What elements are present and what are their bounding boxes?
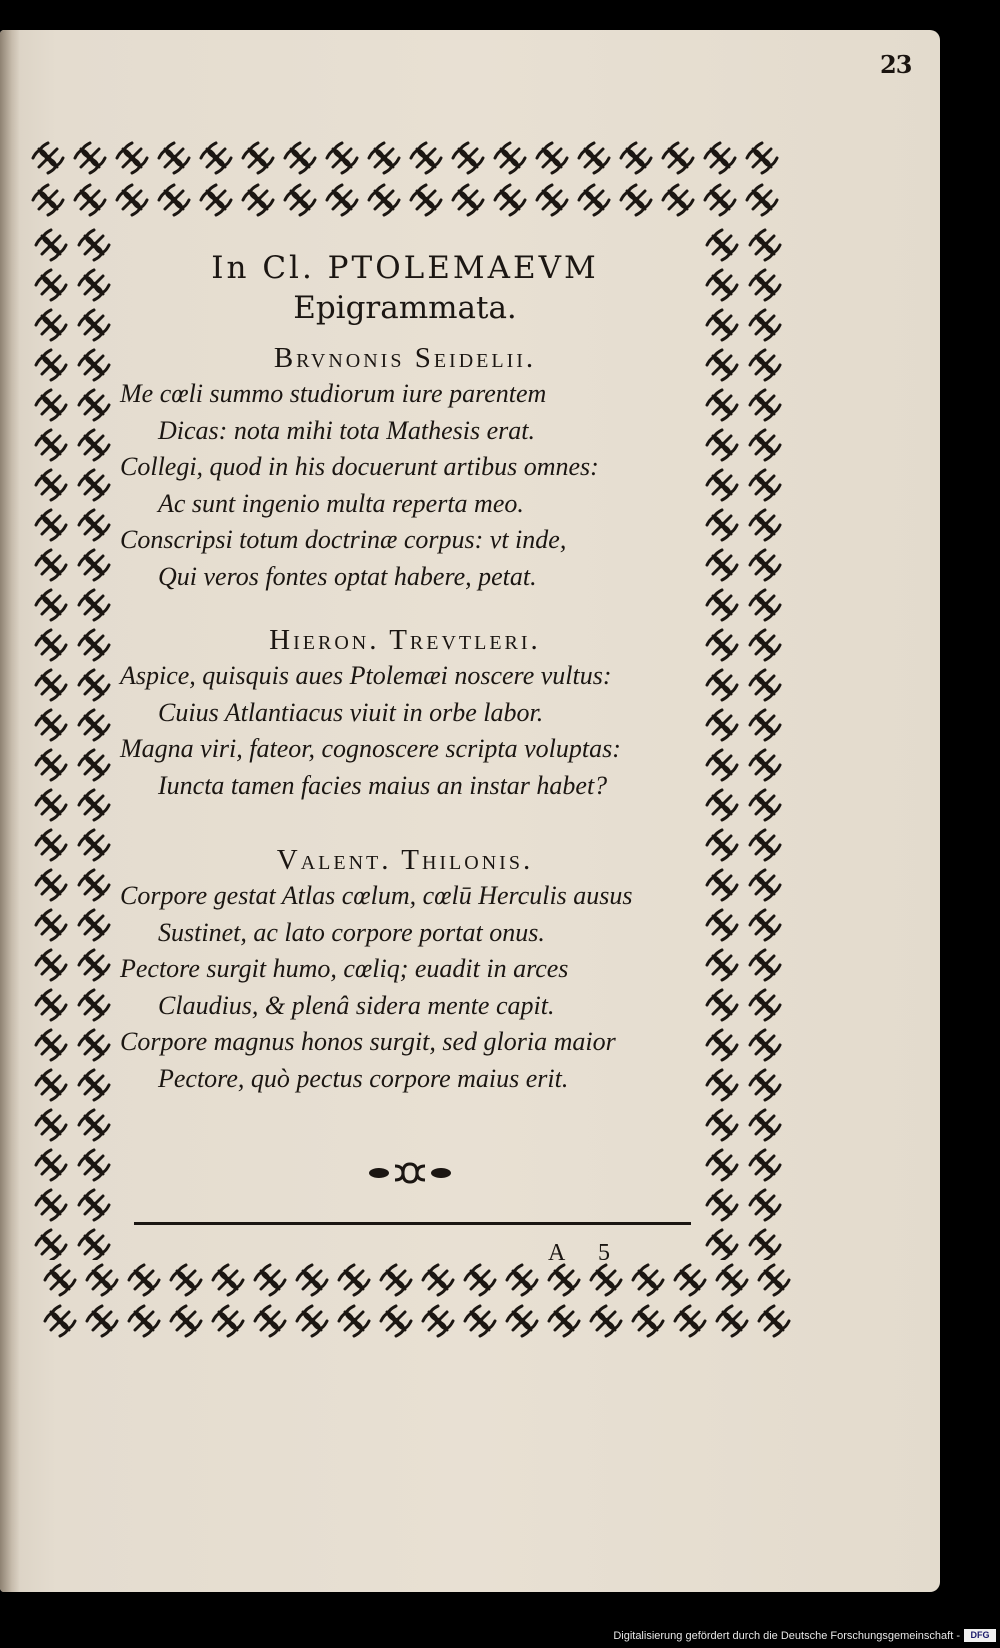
page-subtitle: Epigrammata. (293, 290, 517, 326)
horizontal-rule (134, 1222, 691, 1225)
epigram-1 (120, 340, 690, 595)
ornamental-border-top (26, 130, 786, 230)
verse-line: Sustinet, ac lato corpore portat onus. (158, 917, 545, 947)
verse-line: Qui veros fontes optat habere, petat. (158, 561, 537, 591)
ornamental-border-left (26, 225, 121, 1260)
verse-line: Pectore surgit humo, cœliq; euadit in arces (120, 954, 569, 983)
fleuron-ornament-icon (365, 1160, 455, 1186)
verse-line: Claudius, & plenâ sidera mente capit. (158, 990, 555, 1020)
page-title: In Cl. PTOLEMAEVM (211, 250, 599, 286)
verse-line: Me cœli summo studiorum iure parentem (120, 379, 547, 408)
verse-line: Iuncta tamen facies maius an instar habet? (158, 770, 608, 800)
verse-line: Magna viri, fateor, cognoscere scripta voluptas: (120, 734, 621, 763)
verse-line: Aspice, quisquis aues Ptolemæi noscere vultus: (120, 661, 612, 690)
verse-line: Corpore magnus honos surgit, sed gloria maior (120, 1027, 616, 1056)
ornamental-border-right (697, 225, 792, 1260)
folio-number: 23 (880, 50, 912, 79)
verse-line: Conscripsi totum doctrinæ corpus: vt inde, (120, 525, 567, 554)
verse-line: Cuius Atlantiacus viuit in orbe labor. (158, 697, 544, 727)
page-gutter-shadow (0, 30, 20, 1592)
text-block (120, 230, 690, 1270)
epigram-2 (120, 622, 690, 804)
verse-line: Collegi, quod in his docuerunt artibus omnes: (120, 452, 599, 481)
verse-line: Pectore, quò pectus corpore maius erit. (158, 1063, 569, 1093)
epigram-author: Hieron. Trevtleri. (269, 624, 541, 656)
verse-line: Dicas: nota mihi tota Mathesis erat. (158, 415, 535, 445)
book-page (0, 30, 940, 1592)
signature-mark: A 5 (548, 1240, 625, 1266)
epigram-author: Valent. Thilonis. (276, 844, 534, 876)
dfg-logo: DFG (964, 1629, 996, 1642)
epigram-author: Brvnonis Seidelii. (273, 342, 537, 374)
verse-line: Ac sunt ingenio multa reperta meo. (158, 488, 524, 518)
verse-line: Corpore gestat Atlas cœlum, cœlū Herculis ausus (120, 881, 633, 910)
digitization-credit: Digitalisierung gefördert durch die Deutsche Forschungsgemeinschaft - (613, 1630, 960, 1642)
epigram-3 (120, 842, 690, 1097)
footer-bar (0, 1600, 1000, 1648)
